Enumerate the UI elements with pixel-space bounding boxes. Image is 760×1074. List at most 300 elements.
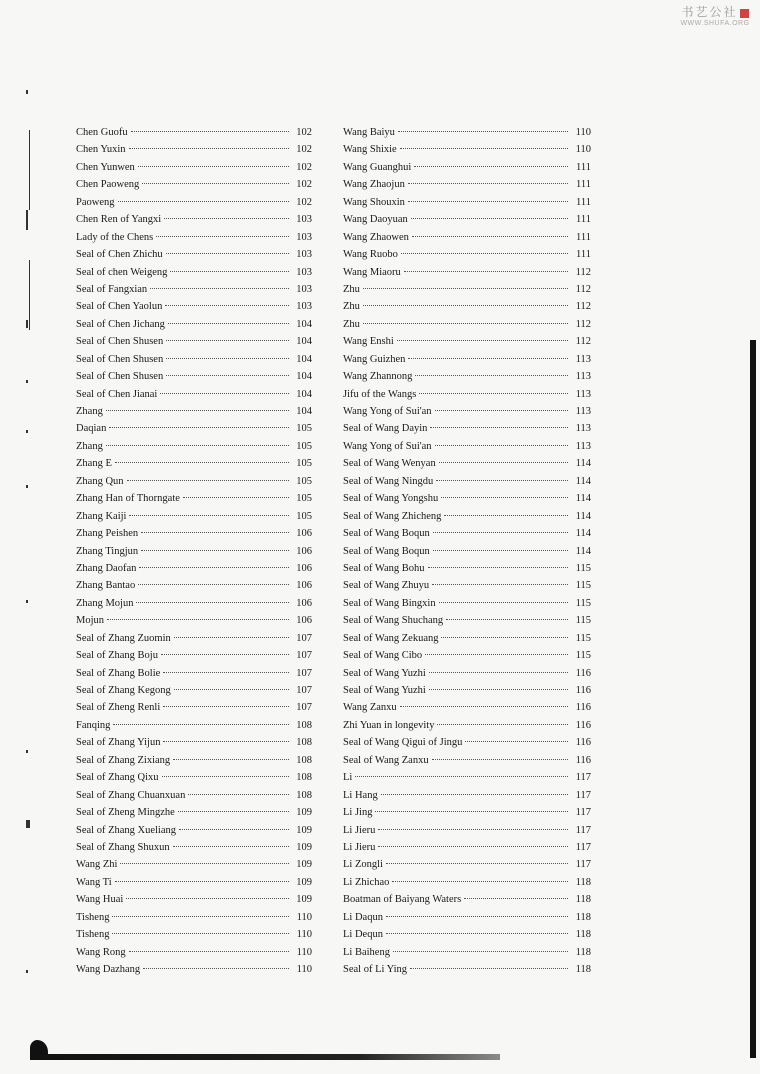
entry-page-number: 104 — [296, 353, 312, 365]
watermark-url: WWW.SHUFA.ORG — [680, 20, 750, 27]
scan-speck — [26, 485, 28, 488]
dot-leader — [378, 846, 568, 847]
index-entry — [76, 336, 312, 353]
dot-leader — [437, 724, 568, 725]
scan-speck — [26, 820, 30, 828]
entry-name: Wang Shixie — [343, 144, 397, 156]
dot-leader — [381, 794, 568, 795]
entry-name: Seal of Wang Bingxin — [343, 597, 436, 609]
dot-leader — [439, 462, 568, 463]
index-entry — [343, 249, 591, 266]
entry-name: Li Zhichao — [343, 876, 390, 888]
entry-name: Zhang Qun — [76, 475, 124, 487]
entry-page-number: 117 — [575, 824, 591, 836]
entry-page-number: 116 — [575, 702, 591, 714]
index-entry — [343, 214, 591, 231]
index-entry — [76, 371, 312, 388]
dot-leader — [131, 131, 289, 132]
entry-name: Fanqing — [76, 719, 111, 731]
entry-page-number: 117 — [575, 859, 591, 871]
dot-leader — [161, 654, 289, 655]
dot-leader — [166, 340, 289, 341]
entry-name: Seal of Wang Zhuyu — [343, 580, 430, 592]
scan-speck — [26, 380, 28, 383]
dot-leader — [404, 271, 568, 272]
entry-page-number: 109 — [296, 876, 312, 888]
entry-page-number: 104 — [296, 406, 312, 417]
dot-leader — [162, 776, 289, 777]
index-entry — [76, 389, 312, 406]
index-entry — [343, 807, 591, 824]
watermark-logo — [678, 4, 752, 42]
dot-leader — [435, 410, 568, 411]
index-entry — [343, 702, 591, 719]
entry-page-number: 104 — [296, 388, 312, 400]
entry-name: Seal of Wang Zanxu — [343, 754, 429, 766]
entry-name: Paoweng — [76, 196, 115, 208]
entry-page-number: 112 — [575, 336, 591, 348]
dot-leader — [412, 236, 568, 237]
dot-leader — [400, 706, 568, 707]
index-entry — [76, 511, 312, 528]
index-entry — [76, 807, 312, 824]
entry-page-number: 110 — [296, 946, 312, 958]
dot-leader — [428, 567, 569, 568]
scan-speck — [26, 210, 28, 230]
entry-page-number: 116 — [575, 719, 591, 731]
entry-name: Seal of Zhang Yijun — [76, 737, 161, 749]
entry-name: Boatman of Baiyang Waters — [343, 894, 462, 906]
entry-name: Wang Guanghui — [343, 161, 412, 173]
dot-leader — [433, 550, 568, 551]
entry-name: Wang Shouxin — [343, 196, 405, 208]
dot-leader — [166, 375, 289, 376]
entry-name: Seal of Chen Shusen — [76, 336, 164, 348]
dot-leader — [160, 393, 289, 394]
index-entry — [76, 144, 312, 161]
index-entry — [76, 319, 312, 336]
index-entry — [76, 790, 312, 807]
dot-leader — [429, 672, 568, 673]
scan-speck — [26, 970, 28, 973]
index-entry — [76, 877, 312, 894]
entry-page-number: 109 — [296, 859, 312, 871]
dot-leader — [166, 358, 289, 359]
entry-page-number: 105 — [296, 510, 312, 522]
entry-page-number: 115 — [575, 597, 591, 609]
dot-leader — [164, 218, 289, 219]
index-entry — [343, 336, 591, 353]
entry-name: Tisheng — [76, 929, 110, 941]
index-entry — [76, 493, 312, 510]
dot-leader — [115, 462, 289, 463]
entry-page-number: 111 — [576, 231, 591, 243]
index-entry — [343, 877, 591, 894]
index-entry — [343, 755, 591, 772]
dot-leader — [120, 863, 289, 864]
dot-leader — [392, 881, 568, 882]
index-entry — [76, 755, 312, 772]
index-entry — [76, 197, 312, 214]
index-entry — [343, 127, 591, 144]
entry-page-number: 114 — [575, 493, 591, 505]
dot-leader — [441, 497, 568, 498]
entry-name: Mojun — [76, 615, 105, 627]
dot-leader — [138, 166, 289, 167]
entry-page-number: 113 — [575, 423, 591, 435]
index-entry — [343, 458, 591, 475]
entry-name: Li Jing — [343, 807, 373, 819]
index-entry — [76, 458, 312, 475]
entry-page-number: 107 — [296, 632, 312, 644]
dot-leader — [386, 933, 568, 934]
watermark-title: 书艺公社 — [678, 4, 752, 20]
index-entry — [343, 580, 591, 597]
entry-name: Seal of Wang Yongshu — [343, 493, 439, 505]
index-entry — [76, 737, 312, 754]
dot-leader — [432, 584, 568, 585]
entry-name: Wang Guizhen — [343, 353, 406, 365]
index-entry — [76, 685, 312, 702]
entry-page-number: 114 — [575, 528, 591, 540]
index-entry — [343, 319, 591, 336]
dot-leader — [118, 201, 290, 202]
entry-name: Zhang Kaiji — [76, 510, 127, 522]
scan-speck — [26, 90, 28, 94]
index-entry — [76, 423, 312, 440]
dot-leader — [115, 881, 289, 882]
dot-leader — [109, 427, 289, 428]
index-entry — [343, 179, 591, 196]
entry-page-number: 114 — [575, 510, 591, 522]
entry-name: Seal of Wang Cibo — [343, 650, 423, 662]
index-entry — [343, 825, 591, 842]
entry-name: Li Baiheng — [343, 946, 390, 958]
dot-leader — [446, 619, 568, 620]
index-entry — [76, 249, 312, 266]
dot-leader — [414, 166, 568, 167]
entry-page-number: 114 — [575, 458, 591, 470]
scan-edge-right — [750, 340, 756, 1058]
dot-leader — [425, 654, 568, 655]
entry-page-number: 116 — [575, 685, 591, 696]
dot-leader — [410, 968, 568, 969]
entry-name: Zhang — [76, 440, 103, 452]
entry-name: Zhang Peishen — [76, 528, 139, 540]
entry-name: Wang Baiyu — [343, 127, 395, 138]
entry-page-number: 115 — [575, 632, 591, 644]
entry-name: Wang Zhi — [76, 859, 118, 871]
entry-page-number: 108 — [296, 754, 312, 766]
entry-page-number: 117 — [575, 841, 591, 853]
index-entry — [76, 964, 312, 981]
dot-leader — [435, 445, 568, 446]
entry-page-number: 108 — [296, 719, 312, 731]
entry-page-number: 118 — [575, 929, 591, 941]
entry-name: Seal of Wang Yuzhi — [343, 667, 426, 679]
entry-name: Zhu — [343, 283, 360, 295]
entry-page-number: 103 — [296, 301, 312, 313]
entry-page-number: 103 — [296, 249, 312, 261]
entry-page-number: 108 — [296, 737, 312, 749]
dot-leader — [439, 602, 568, 603]
entry-page-number: 118 — [575, 894, 591, 906]
index-entry — [343, 284, 591, 301]
entry-name: Zhang E — [76, 458, 112, 470]
entry-name: Wang Huai — [76, 894, 124, 906]
entry-name: Wang Dazhang — [76, 964, 141, 975]
index-entry — [76, 354, 312, 371]
index-entry — [343, 720, 591, 737]
entry-name: Seal of chen Weigeng — [76, 266, 168, 278]
entry-name: Seal of Wang Dayin — [343, 423, 428, 435]
index-entry — [76, 633, 312, 650]
dot-leader — [408, 358, 568, 359]
entry-name: Wang Miaoru — [343, 266, 401, 278]
entry-page-number: 113 — [575, 388, 591, 400]
entry-name: Zhang — [76, 406, 103, 417]
index-entry — [343, 144, 591, 161]
entry-page-number: 110 — [296, 929, 312, 941]
dot-leader — [168, 323, 289, 324]
entry-name: Seal of Wang Bohu — [343, 562, 425, 574]
index-entry — [343, 633, 591, 650]
index-entry — [343, 929, 591, 946]
entry-name: Zhang Tingjun — [76, 545, 139, 557]
entry-page-number: 107 — [296, 685, 312, 696]
entry-name: Jifu of the Wangs — [343, 388, 417, 400]
dot-leader — [173, 759, 289, 760]
dot-leader — [363, 323, 568, 324]
entry-page-number: 111 — [576, 214, 591, 226]
entry-name: Seal of Zhang Boju — [76, 650, 158, 662]
entry-page-number: 116 — [575, 667, 591, 679]
entry-name: Seal of Zhang Bolie — [76, 667, 161, 679]
entry-page-number: 104 — [296, 371, 312, 383]
dot-leader — [401, 253, 568, 254]
index-entry — [76, 825, 312, 842]
entry-name: Seal of Chen Shusen — [76, 371, 164, 383]
index-entry — [343, 423, 591, 440]
index-entry — [343, 301, 591, 318]
dot-leader — [432, 759, 568, 760]
dot-leader — [183, 497, 289, 498]
entry-name: Daqian — [76, 423, 107, 435]
entry-name: Seal of Wang Boqun — [343, 545, 430, 557]
index-entry — [76, 162, 312, 179]
dot-leader — [464, 898, 568, 899]
entry-name: Seal of Li Ying — [343, 964, 408, 975]
dot-leader — [386, 863, 568, 864]
entry-name: Seal of Wang Qigui of Jingu — [343, 737, 463, 749]
entry-name: Li Zongli — [343, 859, 383, 871]
entry-name: Zhu — [343, 318, 360, 330]
index-entry — [76, 842, 312, 859]
index-entry — [343, 197, 591, 214]
entry-page-number: 102 — [296, 196, 312, 208]
dot-leader — [441, 637, 568, 638]
index-entry — [76, 179, 312, 196]
dot-leader — [112, 916, 289, 917]
entry-page-number: 117 — [575, 772, 591, 784]
dot-leader — [465, 741, 568, 742]
index-entry — [343, 389, 591, 406]
entry-name: Wang Ti — [76, 876, 112, 888]
entry-page-number: 103 — [296, 214, 312, 226]
scan-speck — [29, 130, 30, 210]
dot-leader — [419, 393, 568, 394]
entry-page-number: 112 — [575, 266, 591, 278]
entry-page-number: 113 — [575, 353, 591, 365]
index-column-right — [343, 127, 591, 981]
entry-page-number: 113 — [575, 406, 591, 417]
entry-name: Seal of Zheng Renli — [76, 702, 161, 714]
index-entry — [76, 232, 312, 249]
scan-speck — [29, 260, 30, 330]
entry-name: Seal of Chen Zhichu — [76, 249, 163, 261]
index-entry — [343, 598, 591, 615]
index-entry — [343, 912, 591, 929]
dot-leader — [138, 584, 289, 585]
index-entry — [76, 859, 312, 876]
index-entry — [343, 668, 591, 685]
dot-leader — [126, 898, 289, 899]
index-entry — [343, 267, 591, 284]
entry-name: Wang Zhaowen — [343, 231, 409, 243]
index-entry — [76, 546, 312, 563]
dot-leader — [141, 550, 289, 551]
entry-name: Seal of Wang Shuchang — [343, 615, 444, 627]
dot-leader — [179, 829, 289, 830]
entry-name: Zhang Mojun — [76, 597, 134, 609]
index-entry — [343, 371, 591, 388]
index-entry — [343, 842, 591, 859]
dot-leader — [174, 689, 289, 690]
dot-leader — [173, 846, 289, 847]
index-entry — [343, 615, 591, 632]
entry-name: Seal of Zhang Zuomin — [76, 632, 171, 644]
index-entry — [76, 772, 312, 789]
entry-name: Seal of Chen Jianai — [76, 388, 158, 400]
index-entry — [343, 650, 591, 667]
entry-name: Wang Rong — [76, 946, 126, 958]
entry-name: Seal of Zhang Kegong — [76, 685, 171, 696]
entry-name: Seal of Zhang Chuanxuan — [76, 789, 186, 801]
entry-name: Chen Paoweng — [76, 179, 140, 191]
index-entry — [76, 284, 312, 301]
dot-leader — [378, 829, 568, 830]
entry-page-number: 107 — [296, 667, 312, 679]
index-entry — [76, 406, 312, 423]
index-entry — [343, 859, 591, 876]
entry-page-number: 102 — [296, 161, 312, 173]
entry-page-number: 110 — [296, 911, 312, 923]
dot-leader — [163, 672, 289, 673]
entry-name: Li — [343, 772, 353, 784]
dot-leader — [156, 236, 289, 237]
entry-page-number: 116 — [575, 737, 591, 749]
entry-page-number: 106 — [296, 545, 312, 557]
entry-page-number: 109 — [296, 841, 312, 853]
entry-page-number: 103 — [296, 283, 312, 295]
index-entry — [343, 511, 591, 528]
entry-name: Seal of Wang Boqun — [343, 528, 430, 540]
dot-leader — [444, 515, 568, 516]
dot-leader — [355, 776, 568, 777]
index-entry — [76, 267, 312, 284]
dot-leader — [400, 148, 568, 149]
entry-page-number: 112 — [575, 283, 591, 295]
dot-leader — [363, 288, 568, 289]
index-entry — [76, 127, 312, 144]
index-entry — [343, 685, 591, 702]
entry-name: Zhang Han of Thorngate — [76, 493, 180, 505]
index-entry — [76, 214, 312, 231]
dot-leader — [178, 811, 289, 812]
dot-leader — [393, 951, 568, 952]
index-entry — [76, 301, 312, 318]
dot-leader — [142, 183, 289, 184]
index-entry — [343, 441, 591, 458]
index-entry — [343, 476, 591, 493]
entry-page-number: 118 — [575, 911, 591, 923]
entry-name: Wang Zanxu — [343, 702, 397, 714]
entry-name: Seal of Zhang Shuxun — [76, 841, 170, 853]
entry-page-number: 108 — [296, 772, 312, 784]
entry-page-number: 111 — [576, 179, 591, 191]
entry-name: Seal of Wang Ningdu — [343, 475, 434, 487]
index-entry — [343, 546, 591, 563]
index-entry — [343, 162, 591, 179]
index-entry — [343, 354, 591, 371]
entry-name: Li Jieru — [343, 841, 376, 853]
index-entry — [76, 615, 312, 632]
index-entry — [76, 702, 312, 719]
index-entry — [343, 790, 591, 807]
entry-page-number: 102 — [296, 144, 312, 156]
dot-leader — [433, 532, 568, 533]
entry-name: Wang Enshi — [343, 336, 394, 348]
index-entry — [343, 406, 591, 423]
dot-leader — [436, 480, 568, 481]
entry-page-number: 111 — [576, 249, 591, 261]
dot-leader — [106, 445, 289, 446]
entry-page-number: 110 — [575, 144, 591, 156]
entry-page-number: 102 — [296, 127, 312, 138]
entry-name: Chen Ren of Yangxi — [76, 214, 162, 226]
dot-leader — [143, 968, 289, 969]
entry-name: Seal of Zhang Xueliang — [76, 824, 177, 836]
dot-leader — [170, 271, 289, 272]
index-entry — [76, 598, 312, 615]
scan-edge-left — [26, 60, 34, 1050]
dot-leader — [141, 532, 289, 533]
entry-page-number: 104 — [296, 318, 312, 330]
entry-name: Seal of Wang Wenyan — [343, 458, 436, 470]
entry-name: Wang Yong of Sui'an — [343, 406, 432, 417]
index-entry — [76, 476, 312, 493]
index-entry — [76, 580, 312, 597]
entry-name: Tisheng — [76, 911, 110, 923]
entry-page-number: 103 — [296, 231, 312, 243]
entry-page-number: 106 — [296, 615, 312, 627]
entry-page-number: 105 — [296, 493, 312, 505]
dot-leader — [139, 567, 289, 568]
dot-leader — [408, 183, 568, 184]
dot-leader — [386, 916, 568, 917]
dot-leader — [165, 305, 289, 306]
dot-leader — [106, 410, 289, 411]
